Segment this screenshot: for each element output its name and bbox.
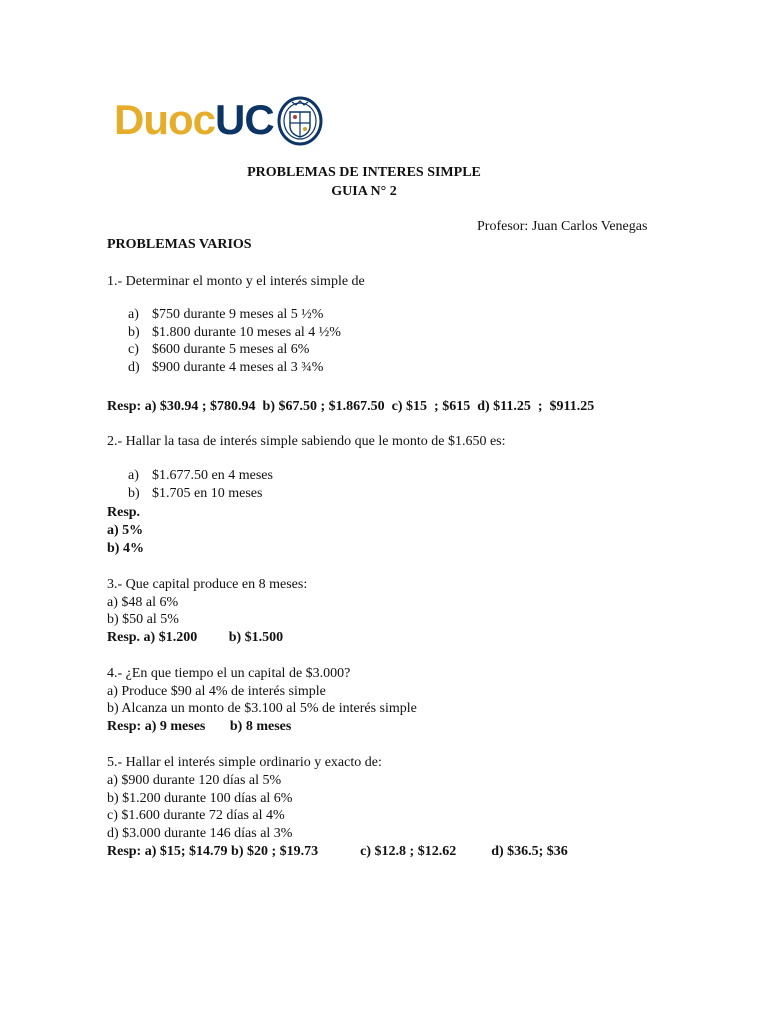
list-item: $750 durante 9 meses al 5 ½% xyxy=(152,307,324,322)
document-subtitle: GUIA N° 2 xyxy=(331,184,397,199)
problem-3-answer: Resp. a) $1.200 b) $1.500 xyxy=(107,630,284,645)
list-item: b) $1.200 durante 100 días al 6% xyxy=(107,791,293,806)
list-item: $1.677.50 en 4 meses xyxy=(152,468,273,483)
problem-5-answer: Resp: a) $15; $14.79 b) $20 ; $19.73 c) $12.8 ; $12.62 d) $36.5; $36 xyxy=(107,844,568,859)
university-seal-icon xyxy=(276,96,324,146)
list-item-letter: b) xyxy=(128,325,140,340)
list-item: d) $3.000 durante 146 días al 3% xyxy=(107,826,293,841)
problem-2-answer-a: a) 5% xyxy=(107,523,144,538)
list-item-letter: c) xyxy=(128,342,139,357)
problem-2-question: 2.- Hallar la tasa de interés simple sabiendo que le monto de $1.650 es: xyxy=(107,434,506,449)
problem-1-answer: Resp: a) $30.94 ; $780.94 b) $67.50 ; $1.867.50 c) $15 ; $615 d) $11.25 ; $911.25 xyxy=(107,399,595,414)
problem-5-question: 5.- Hallar el interés simple ordinario y exacto de: xyxy=(107,755,382,770)
professor-name: Profesor: Juan Carlos Venegas xyxy=(477,219,648,234)
duoc-uc-logo xyxy=(114,93,324,147)
list-item: $600 durante 5 meses al 6% xyxy=(152,342,310,357)
section-title: PROBLEMAS VARIOS xyxy=(107,237,252,252)
list-item: a) $48 al 6% xyxy=(107,595,179,610)
problem-3-question: 3.- Que capital produce en 8 meses: xyxy=(107,577,308,592)
list-item-letter: a) xyxy=(128,468,139,483)
list-item: b) Alcanza un monto de $3.100 al 5% de interés simple xyxy=(107,701,417,716)
list-item: $1.705 en 10 meses xyxy=(152,486,263,501)
document-title: PROBLEMAS DE INTERES SIMPLE xyxy=(247,165,481,180)
logo-text-duoc: Duoc xyxy=(114,96,215,143)
list-item: b) $50 al 5% xyxy=(107,612,179,627)
list-item: $900 durante 4 meses al 3 ¾% xyxy=(152,360,324,375)
problem-1-question: 1.- Determinar el monto y el interés simple de xyxy=(107,274,365,289)
problem-4-answer: Resp: a) 9 meses b) 8 meses xyxy=(107,719,292,734)
list-item: c) $1.600 durante 72 días al 4% xyxy=(107,808,285,823)
list-item-letter: b) xyxy=(128,486,140,501)
list-item: $1.800 durante 10 meses al 4 ½% xyxy=(152,325,341,340)
problem-4-question: 4.- ¿En que tiempo el un capital de $3.000? xyxy=(107,666,351,681)
list-item: a) Produce $90 al 4% de interés simple xyxy=(107,684,326,699)
problem-2-answer-label: Resp. xyxy=(107,505,141,520)
list-item: a) $900 durante 120 días al 5% xyxy=(107,773,282,788)
problem-2-answer-b: b) 4% xyxy=(107,541,144,556)
list-item-letter: d) xyxy=(128,360,140,375)
logo-text-uc: UC xyxy=(215,96,274,143)
list-item-letter: a) xyxy=(128,307,139,322)
